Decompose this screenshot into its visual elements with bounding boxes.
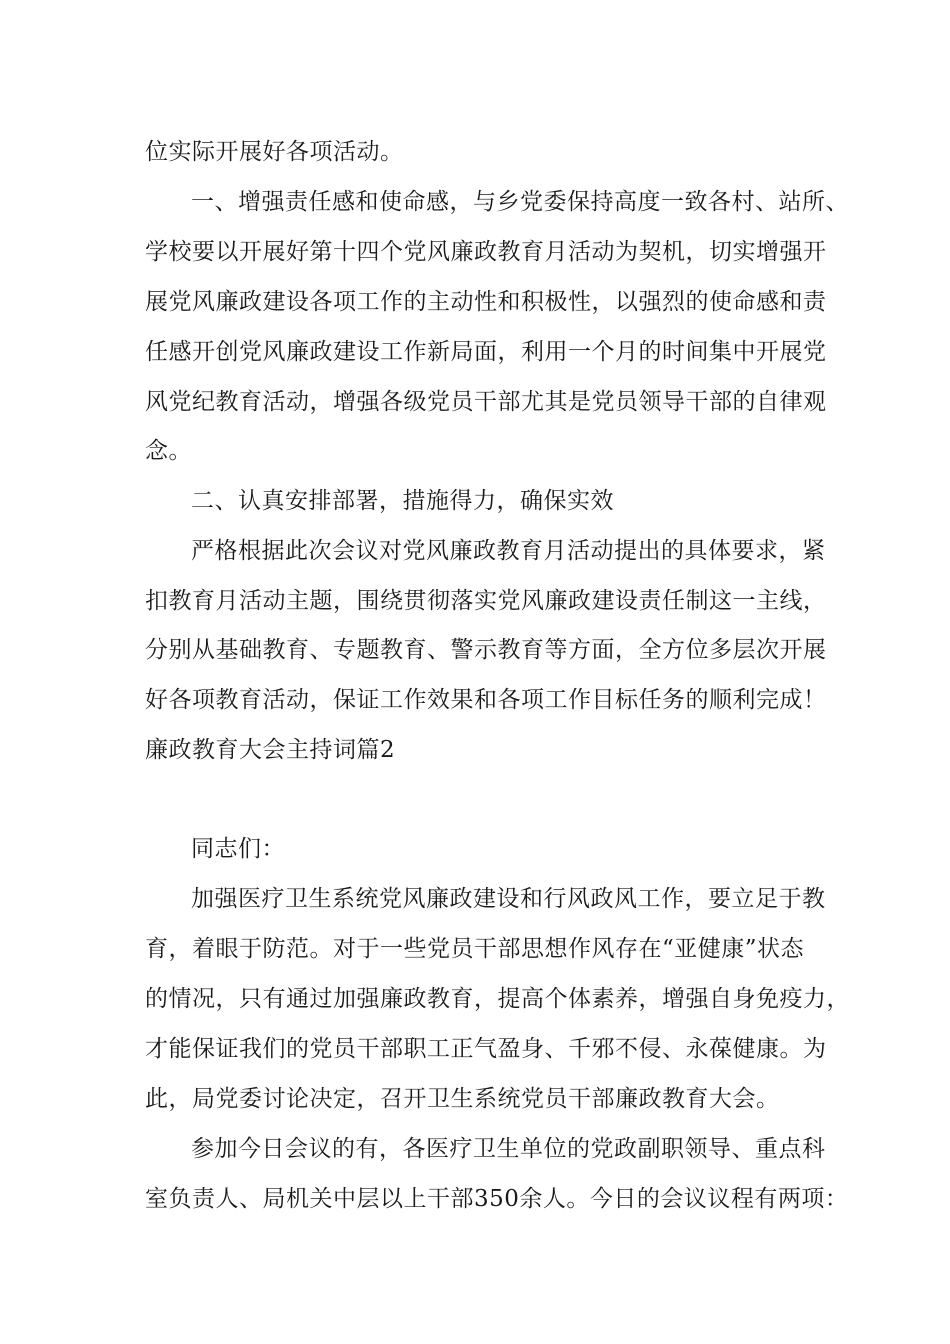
paragraph-line: 室负责人、局机关中层以上干部350余人。今日的会议议程有两项： <box>145 1186 849 1212</box>
section-heading-1: 一、增强责任感和使命感，与乡党委保持高度一致各村、站所、 <box>191 189 849 215</box>
paragraph-line: 风党纪教育活动，增强各级党员干部尤其是党员领导干部的自律观 <box>145 389 827 415</box>
section-heading-2: 二、认真安排部署，措施得力，确保实效 <box>191 488 614 514</box>
paragraph-line: 分别从基础教育、专题教育、警示教育等方面，全方位多层次开展 <box>145 637 827 663</box>
paragraph-line: 参加今日会议的有，各医疗卫生单位的党政副职领导、重点科 <box>191 1136 826 1162</box>
article-title: 廉政教育大会主持词篇2 <box>145 737 396 763</box>
paragraph-line: 严格根据此次会议对党风廉政教育月活动提出的具体要求，紧 <box>191 538 826 564</box>
paragraph-line: 扣教育月活动主题，围绕贯彻落实党风廉政建设责任制这一主线， <box>145 588 827 614</box>
paragraph-line: 任感开创党风廉政建设工作新局面，利用一个月的时间集中开展党 <box>145 339 827 365</box>
paragraph-line: 学校要以开展好第十四个党风廉政教育月活动为契机，切实增强开 <box>145 239 827 265</box>
paragraph-line: 念。 <box>145 438 192 464</box>
paragraph-line: 的情况，只有通过加强廉政教育，提高个体素养，增强自身免疫力， <box>145 986 850 1012</box>
paragraph-line: 育，着眼于防范。对于一些党员干部思想作风存在“亚健康”状态 <box>145 936 805 962</box>
paragraph-line: 此，局党委讨论决定，召开卫生系统党员干部廉政教育大会。 <box>145 1086 780 1112</box>
paragraph-line: 位实际开展好各项活动。 <box>145 139 404 165</box>
paragraph-line: 才能保证我们的党员干部职工正气盈身、千邪不侵、永葆健康。为 <box>145 1036 827 1062</box>
paragraph-line: 加强医疗卫生系统党风廉政建设和行风政风工作，要立足于教 <box>191 886 826 912</box>
salutation: 同志们： <box>191 836 285 862</box>
paragraph-line: 好各项教育活动，保证工作效果和各项工作目标任务的顺利完成！ <box>145 687 827 713</box>
paragraph-line: 展党风廉政建设各项工作的主动性和积极性，以强烈的使命感和责 <box>145 289 827 315</box>
